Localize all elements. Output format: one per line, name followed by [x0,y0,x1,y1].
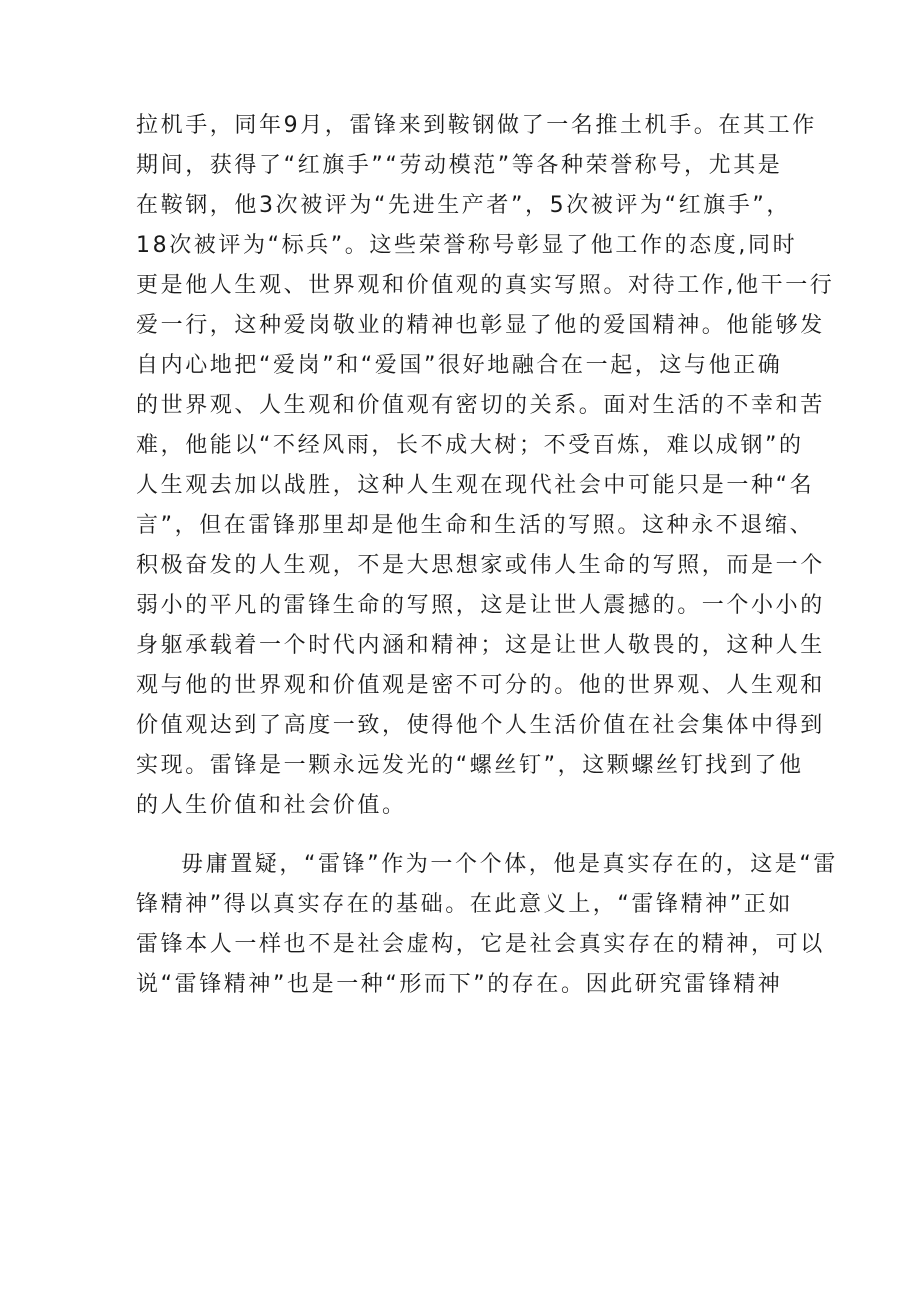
text-line: 自内心地把“爱岗”和“爱国”很好地融合在一起，这与他正确 [136,353,783,378]
text-line: 弱小的平凡的雷锋生命的写照，这是让世人震撼的。一个小小的 [136,593,825,618]
text-line: 期间，获得了“红旗手”“劳动模范”等各种荣誉称号，尤其是 [136,153,783,178]
text-line: 说“雷锋精神”也是一种“形而下”的存在。因此研究雷锋精神 [136,972,783,997]
text-line: 更是他人生观、世界观和价值观的真实写照。对待工作,他干一行 [136,273,835,298]
text-line: 难，他能以“不经风雨，长不成大树；不受百炼，难以成钢”的 [136,433,804,458]
text-line: 18次被评为“标兵”。这些荣誉称号彰显了他工作的态度,同时 [136,233,798,258]
text-line: 价值观达到了高度一致，使得他个人生活价值在社会集体中得到 [136,713,825,738]
text-line: 的人生价值和社会价值。 [136,793,407,818]
text-line: 在鞍钢，他3次被评为“先进生产者”，5次被评为“红旗手”， [136,193,791,218]
paragraph-2 [136,845,838,1005]
text-line: 身躯承载着一个时代内涵和精神；这是让世人敬畏的，这种人生 [136,633,825,658]
text-line: 毋庸置疑，“雷锋”作为一个个体，他是真实存在的，这是“雷 [181,852,838,877]
text-line: 言”，但在雷锋那里却是他生命和生活的写照。这种永不退缩、 [136,513,815,538]
paragraph-1 [136,106,835,826]
text-line: 锋精神”得以真实存在的基础。在此意义上，“雷锋精神”正如 [136,892,793,917]
text-line: 拉机手，同年9月，雷锋来到鞍钢做了一名推土机手。在其工作 [136,113,817,138]
text-line: 的世界观、人生观和价值观有密切的关系。面对生活的不幸和苦 [136,393,825,418]
text-line: 积极奋发的人生观，不是大思想家或伟人生命的写照，而是一个 [136,553,825,578]
text-line: 观与他的世界观和价值观是密不可分的。他的世界观、人生观和 [136,673,825,698]
paragraph-spacer [136,826,800,845]
text-line: 雷锋本人一样也不是社会虚构，它是社会真实存在的精神，可以 [136,932,825,957]
text-line: 爱一行，这种爱岗敬业的精神也彰显了他的爱国精神。他能够发 [136,313,825,338]
document-body [136,106,838,1005]
text-line: 人生观去加以战胜，这种人生观在现代社会中可能只是一种“名 [136,473,815,498]
text-line: 实现。雷锋是一颗永远发光的“螺丝钉”，这颗螺丝钉找到了他 [136,753,804,778]
